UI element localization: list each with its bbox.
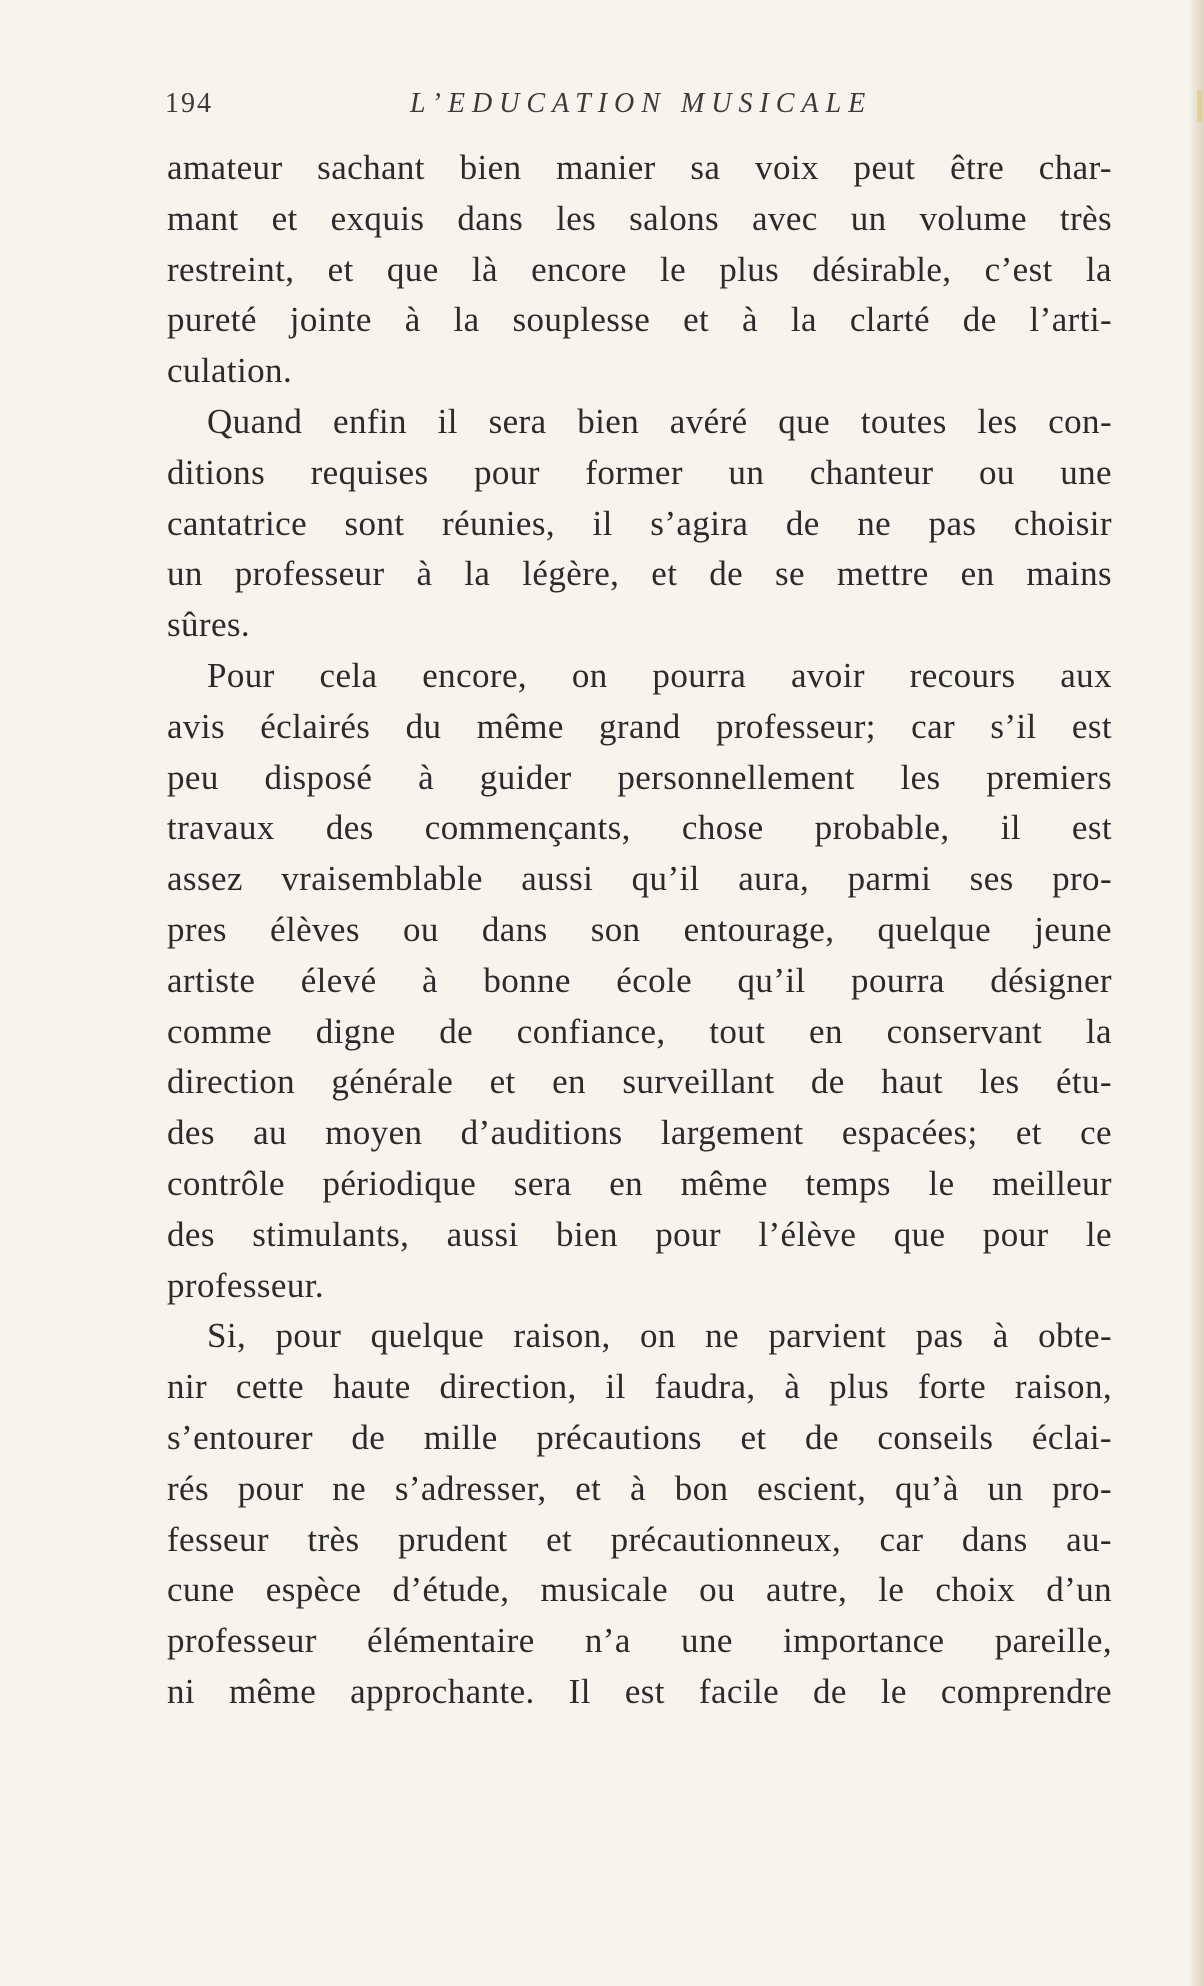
text-line: ditions requises pour former un chanteur ou une — [167, 452, 1112, 492]
text-line: rés pour ne s’adresser, et à bon escient, qu’à un pro- — [167, 1468, 1112, 1508]
text-line: culation. — [167, 351, 293, 391]
text-line: assez vraisemblable aussi qu’il aura, parmi ses pro- — [167, 859, 1112, 899]
text-line: nir cette haute direction, il faudra, à plus forte raison, — [167, 1367, 1112, 1407]
text-line: direction générale et en surveillant de haut les étu- — [167, 1062, 1112, 1102]
page-edge-shadow — [1188, 0, 1204, 1986]
text-line: Quand enfin il sera bien avéré que toutes les con- — [207, 401, 1112, 441]
text-line: pres élèves ou dans son entourage, quelque jeune — [167, 909, 1112, 949]
text-line: avis éclairés du même grand professeur; car s’il est — [167, 706, 1112, 746]
page-edge-mark — [1197, 90, 1202, 122]
text-line: cune espèce d’étude, musicale ou autre, le choix d’un — [167, 1570, 1112, 1610]
text-line: professeur élémentaire n’a une importance pareille, — [167, 1621, 1112, 1661]
text-line: contrôle périodique sera en même temps le meilleur — [167, 1163, 1112, 1203]
text-line: pureté jointe à la souplesse et à la clarté de l’arti- — [167, 300, 1112, 340]
text-line: peu disposé à guider personnellement les premiers — [167, 757, 1112, 797]
running-title: L’EDUCATION MUSICALE — [410, 88, 873, 119]
body-text — [167, 143, 1112, 1718]
text-line: restreint, et que là encore le plus désirable, c’est la — [167, 249, 1112, 289]
text-line: cantatrice sont réunies, il s’agira de ne pas choisir — [167, 503, 1112, 543]
text-line: ni même approchante. Il est facile de le comprendre — [167, 1671, 1112, 1711]
text-line: s’entourer de mille précautions et de conseils éclai- — [167, 1417, 1112, 1457]
text-line: artiste élevé à bonne école qu’il pourra désigner — [167, 960, 1112, 1000]
page-number: 194 — [165, 88, 213, 119]
text-line: des au moyen d’auditions largement espacées; et ce — [167, 1113, 1112, 1153]
text-line: mant et exquis dans les salons avec un volume très — [167, 198, 1112, 238]
text-line: professeur. — [167, 1265, 324, 1305]
text-line: travaux des commençants, chose probable, il est — [167, 808, 1112, 848]
text-line: fesseur très prudent et précautionneux, car dans au- — [167, 1519, 1112, 1559]
text-line: des stimulants, aussi bien pour l’élève que pour le — [167, 1214, 1112, 1254]
text-line: comme digne de confiance, tout en conservant la — [167, 1011, 1112, 1051]
text-line: Pour cela encore, on pourra avoir recours aux — [207, 655, 1112, 695]
text-line: amateur sachant bien manier sa voix peut être char- — [167, 148, 1112, 187]
text-line: sûres. — [167, 605, 251, 645]
page-header — [165, 88, 1120, 128]
text-line: Si, pour quelque raison, on ne parvient pas à obte- — [207, 1316, 1112, 1356]
text-line: un professeur à la légère, et de se mettre en mains — [167, 554, 1112, 594]
